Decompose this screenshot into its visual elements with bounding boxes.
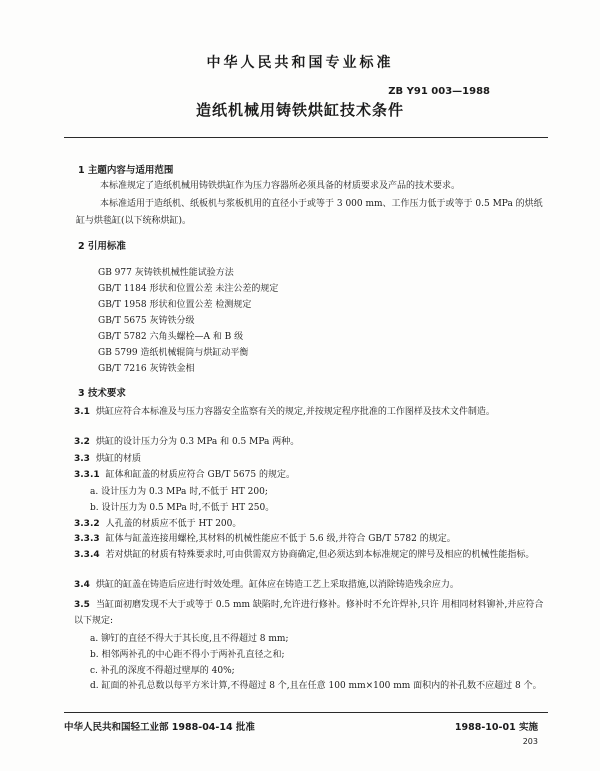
clause-text: 若对烘缸的材质有特殊要求时,可由供需双方协商确定,但必须达到本标准规定的牌号及相应的机械性能指标。 [105,550,535,560]
reference-item: GB/T 1184 形状和位置公差 未注公差的规定 [98,284,279,294]
clause-3-4 [74,577,548,593]
clause-number: 3.3.4 [74,550,100,560]
clause-number: 3.1 [74,407,90,417]
clause-number: 3.3.1 [74,470,100,480]
clause-number: 3.2 [74,437,90,447]
clause-number: 3.3 [74,454,90,464]
effective-date: 1988-10-01 实施 [454,722,538,733]
section-1-paragraph-2: 本标准适用于造纸机、纸板机与浆板机用的直径小于或等于 3 000 mm、工作压力低于或等于 0.5 MPa 的烘纸缸与烘毯缸(以下统称烘缸)。 [76,199,543,226]
clause-3-3-4 [74,547,548,563]
clause-text: 缸体和缸盖的材质应符合 GB/T 5675 的规定。 [105,470,295,480]
clause-3-5-item-b: b. 相邻两补孔的中心距不得小于两补孔直径之和; [90,650,285,660]
document-title: 造纸机械用铸铁烘缸技术条件 [195,101,404,119]
standard-code: ZB Y91 003—1988 [388,86,490,97]
clause-3-3-1-item-a: a. 设计压力为 0.3 MPa 时,不低于 HT 200; [90,487,268,497]
reference-item: GB/T 5782 六角头螺栓—A 和 B 级 [98,332,244,342]
section-1-paragraph-1: 本标准规定了造纸机械用铸铁烘缸作为压力容器所必须具备的材质要求及产品的技术要求。 [100,181,461,191]
reference-item: GB 5799 造纸机械辊筒与烘缸动平衡 [98,348,249,358]
clause-3-5-item-a: a. 铆钉的直径不得大于其长度,且不得超过 8 mm; [90,634,289,644]
clause-3-5-item-d: d. 缸面的补孔总数以每平方米计算,不得超过 8 个,且在任意 100 mm×100 mm 面积内的补孔数不应超过 8 个。 [90,681,542,691]
clause-3-5-item-c: c. 补孔的深度不得超过壁厚的 40%; [90,666,235,676]
standard-type-heading: 中华人民共和国专业标准 [206,55,394,71]
section-2-heading: 2 引用标准 [78,241,126,252]
clause-text: 烘缸应符合本标准及与压力容器安全监察有关的规定,并按规定程序批准的工作图样及技术文件制造。 [95,407,495,417]
clause-number: 3.5 [74,600,90,610]
clause-text: 烘缸的设计压力分为 0.3 MPa 和 0.5 MPa 两种。 [95,437,300,447]
clause-3-3-1-item-b: b. 设计压力为 0.5 MPa 时,不低于 HT 250。 [90,503,275,513]
approval-line: 中华人民共和国轻工业部 1988-04-14 批准 [64,722,255,733]
clause-text: 当缸面初磨发现不大于或等于 0.5 mm 缺陷时,允许进行修补。修补时不允许焊补,只许 用相同材料铆补,并应符合以下规定: [74,600,544,626]
section-3-heading: 3 技术要求 [78,388,126,399]
footer-rule [64,712,548,713]
clause-text: 人孔盖的材质应不低于 HT 200。 [105,519,242,529]
clause-3-3-3 [74,531,548,547]
clause-3-3-2 [74,516,548,532]
clause-number: 3.4 [74,580,90,590]
page-number: 203 [522,737,538,746]
clause-number: 3.3.2 [74,519,100,529]
clause-text: 烘缸的缸盖在铸造后应进行时效处理。缸体应在铸造工艺上采取措施,以消除铸造残余应力。 [95,580,459,590]
clause-3-2 [74,434,548,450]
clause-3-5 [74,597,548,629]
clause-3-1 [74,404,548,420]
clause-3-3-1 [74,467,548,483]
clause-number: 3.3.3 [74,534,100,544]
reference-item: GB/T 5675 灰铸铁分级 [98,316,195,326]
clause-text: 烘缸的材质 [95,454,141,464]
reference-item: GB 977 灰铸铁机械性能试验方法 [98,268,234,278]
clause-3-3 [74,451,548,467]
reference-item: GB/T 7216 灰铸铁金相 [98,364,195,374]
clause-text: 缸体与缸盖连接用螺栓,其材料的机械性能应不低于 5.6 级,并符合 GB/T 5782 的规定。 [105,534,456,544]
section-1-heading: 1 主题内容与适用范围 [78,165,174,176]
header-rule [64,137,548,138]
reference-item: GB/T 1958 形状和位置公差 检测规定 [98,300,252,310]
